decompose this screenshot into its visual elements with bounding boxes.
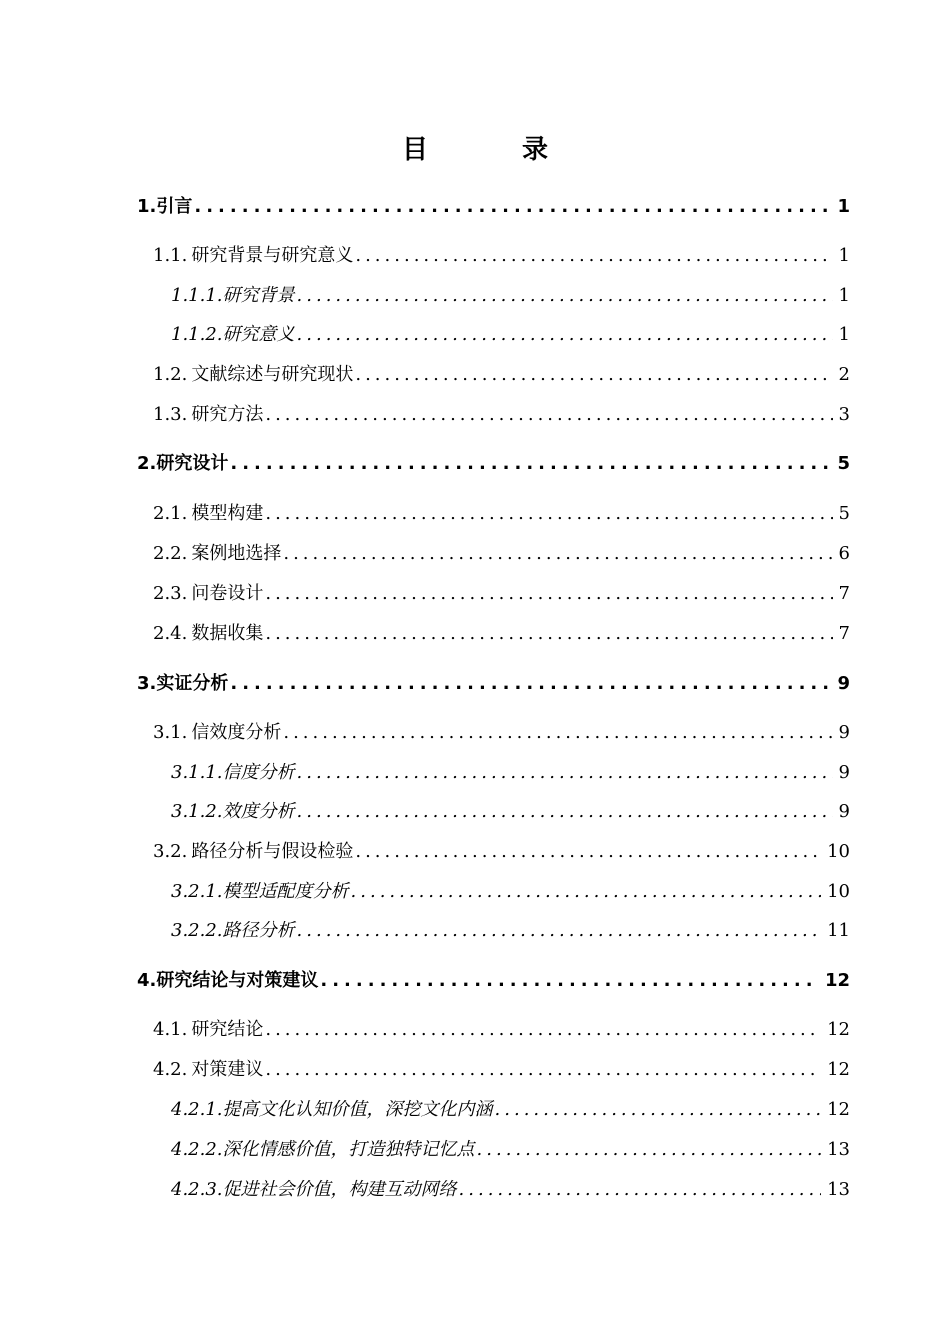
dot-leader (230, 670, 831, 698)
toc-entry-4-2-2[interactable] (171, 1136, 850, 1164)
dot-leader (265, 620, 832, 648)
toc-entry-title: 信度分析 (222, 762, 295, 783)
toc-entry-title: 提高文化认知价值，深挖文化内涵 (222, 1099, 493, 1120)
dot-leader (495, 1096, 822, 1124)
dot-leader (297, 321, 833, 349)
toc-entry-number: 3.2. (153, 841, 188, 862)
toc-entry-page: 11 (827, 920, 850, 941)
toc-entry-page: 2 (838, 364, 850, 385)
toc-entry-number: 3. (137, 673, 157, 694)
toc-entry-title: 模型适配度分析 (222, 881, 349, 902)
toc-entry-page: 6 (838, 543, 850, 564)
toc-entry-page: 12 (827, 1019, 850, 1040)
toc-entry-number: 3.1.2. (171, 801, 223, 822)
toc-entry-page: 10 (827, 841, 850, 862)
dot-leader (194, 193, 831, 221)
toc-entry-1-1[interactable] (153, 242, 850, 270)
toc-entry-page: 7 (838, 623, 850, 644)
toc-entry-title: 促进社会价值，构建互动网络 (222, 1179, 457, 1200)
toc-entry-number: 4.1. (153, 1019, 188, 1040)
toc-entry-page: 1 (838, 285, 850, 306)
toc-entry-page: 1 (838, 324, 850, 345)
toc-entry-4-1[interactable] (153, 1016, 850, 1044)
toc-entry-title: 信效度分析 (191, 722, 282, 743)
toc-entry-4-2[interactable] (153, 1056, 850, 1084)
toc-entry-page: 10 (827, 881, 850, 902)
toc-entry-page: 12 (824, 970, 850, 991)
toc-entry-number: 4. (137, 970, 157, 991)
toc-entry-number: 2. (137, 453, 157, 474)
toc-entry-page: 1 (837, 196, 850, 217)
toc-entry-3-1-1[interactable] (171, 759, 850, 787)
dot-leader (283, 719, 832, 747)
toc-entry-3-2-2[interactable] (171, 917, 850, 945)
toc-entry-number: 4.2. (153, 1059, 188, 1080)
toc-entry-number: 1.2. (153, 364, 188, 385)
dot-leader (265, 500, 832, 528)
toc-entry-title: 研究意义 (222, 324, 295, 345)
toc-entry-title: 研究背景与研究意义 (191, 245, 354, 266)
toc-entry-number: 2.1. (153, 503, 188, 524)
toc-entry-1-1-2[interactable] (171, 321, 850, 349)
toc-entry-title: 研究结论与对策建议 (156, 970, 319, 991)
toc-entry-3-1[interactable] (153, 719, 850, 747)
toc-entry-title: 研究方法 (191, 404, 264, 425)
toc-entry-1[interactable] (137, 193, 850, 221)
toc-entry-number: 2.4. (153, 623, 188, 644)
dot-leader (355, 838, 821, 866)
toc-entry-title: 研究结论 (191, 1019, 264, 1040)
toc-entry-number: 3.2.2. (171, 920, 223, 941)
toc-entry-3-2[interactable] (153, 838, 850, 866)
dot-leader (351, 878, 822, 906)
dot-leader (320, 967, 819, 995)
dot-leader (355, 361, 832, 389)
toc-entry-title: 研究背景 (222, 285, 295, 306)
toc-entry-title: 实证分析 (156, 673, 229, 694)
toc-entry-number: 1.1.2. (171, 324, 223, 345)
toc-entry-number: 4.2.2. (171, 1139, 223, 1160)
toc-entry-2-4[interactable] (153, 620, 850, 648)
dot-leader (265, 580, 832, 608)
toc-entry-number: 4.2.1. (171, 1099, 223, 1120)
toc-entry-2-1[interactable] (153, 500, 850, 528)
dot-leader (459, 1176, 822, 1204)
dot-leader (297, 798, 833, 826)
toc-entry-title: 数据收集 (191, 623, 264, 644)
dot-leader (297, 759, 833, 787)
dot-leader (477, 1136, 822, 1164)
toc-entry-1-3[interactable] (153, 401, 850, 429)
toc-entry-page: 9 (838, 722, 850, 743)
dot-leader (230, 450, 831, 478)
toc-entry-4-2-3[interactable] (171, 1176, 850, 1204)
dot-leader (265, 401, 832, 429)
toc-entry-title: 研究设计 (156, 453, 229, 474)
toc-entry-page: 12 (827, 1099, 850, 1120)
toc-entry-page: 9 (837, 673, 850, 694)
toc-entry-number: 1.3. (153, 404, 188, 425)
toc-entry-2-2[interactable] (153, 540, 850, 568)
toc-entry-page: 13 (827, 1139, 850, 1160)
toc-entry-4-2-1[interactable] (171, 1096, 850, 1124)
toc-entry-page: 3 (838, 404, 850, 425)
toc-entry-title: 路径分析与假设检验 (191, 841, 354, 862)
toc-entry-number: 1.1.1. (171, 285, 223, 306)
toc-entry-number: 2.2. (153, 543, 188, 564)
dot-leader (297, 282, 833, 310)
toc-entry-page: 7 (838, 583, 850, 604)
toc-entry-1-1-1[interactable] (171, 282, 850, 310)
toc-entry-number: 2.3. (153, 583, 188, 604)
toc-entry-number: 1. (137, 196, 157, 217)
toc-entry-page: 5 (837, 453, 850, 474)
toc-entry-page: 12 (827, 1059, 850, 1080)
toc-entry-title: 引言 (156, 196, 193, 217)
toc-entry-3[interactable] (137, 670, 850, 698)
toc-entry-title: 路径分析 (222, 920, 295, 941)
dot-leader (355, 242, 832, 270)
toc-entry-title: 深化情感价值，打造独特记忆点 (222, 1139, 475, 1160)
dot-leader (297, 917, 822, 945)
toc-entry-title: 对策建议 (191, 1059, 264, 1080)
toc-entry-page: 9 (838, 762, 850, 783)
toc-entry-page: 13 (827, 1179, 850, 1200)
toc-entry-number: 3.2.1. (171, 881, 223, 902)
dot-leader (283, 540, 832, 568)
toc-entry-number: 4.2.3. (171, 1179, 223, 1200)
toc-entry-4[interactable] (137, 967, 850, 995)
toc-entry-3-1-2[interactable] (171, 798, 850, 826)
toc-entry-title: 文献综述与研究现状 (191, 364, 354, 385)
toc-entry-3-2-1[interactable] (171, 878, 850, 906)
dot-leader (265, 1016, 821, 1044)
toc-entry-title: 案例地选择 (191, 543, 282, 564)
toc-entry-number: 1.1. (153, 245, 188, 266)
toc-entry-1-2[interactable] (153, 361, 850, 389)
page-title: 目 录 (401, 135, 582, 165)
toc-entry-title: 模型构建 (191, 503, 264, 524)
toc-entry-number: 3.1. (153, 722, 188, 743)
toc-entry-2-3[interactable] (153, 580, 850, 608)
toc-entry-title: 问卷设计 (191, 583, 264, 604)
dot-leader (265, 1056, 821, 1084)
toc-entry-page: 1 (838, 245, 850, 266)
toc-entry-number: 3.1.1. (171, 762, 223, 783)
toc-entry-page: 9 (838, 801, 850, 822)
toc-entry-page: 5 (838, 503, 850, 524)
toc-entry-title: 效度分析 (222, 801, 295, 822)
toc-entry-2[interactable] (137, 450, 850, 478)
